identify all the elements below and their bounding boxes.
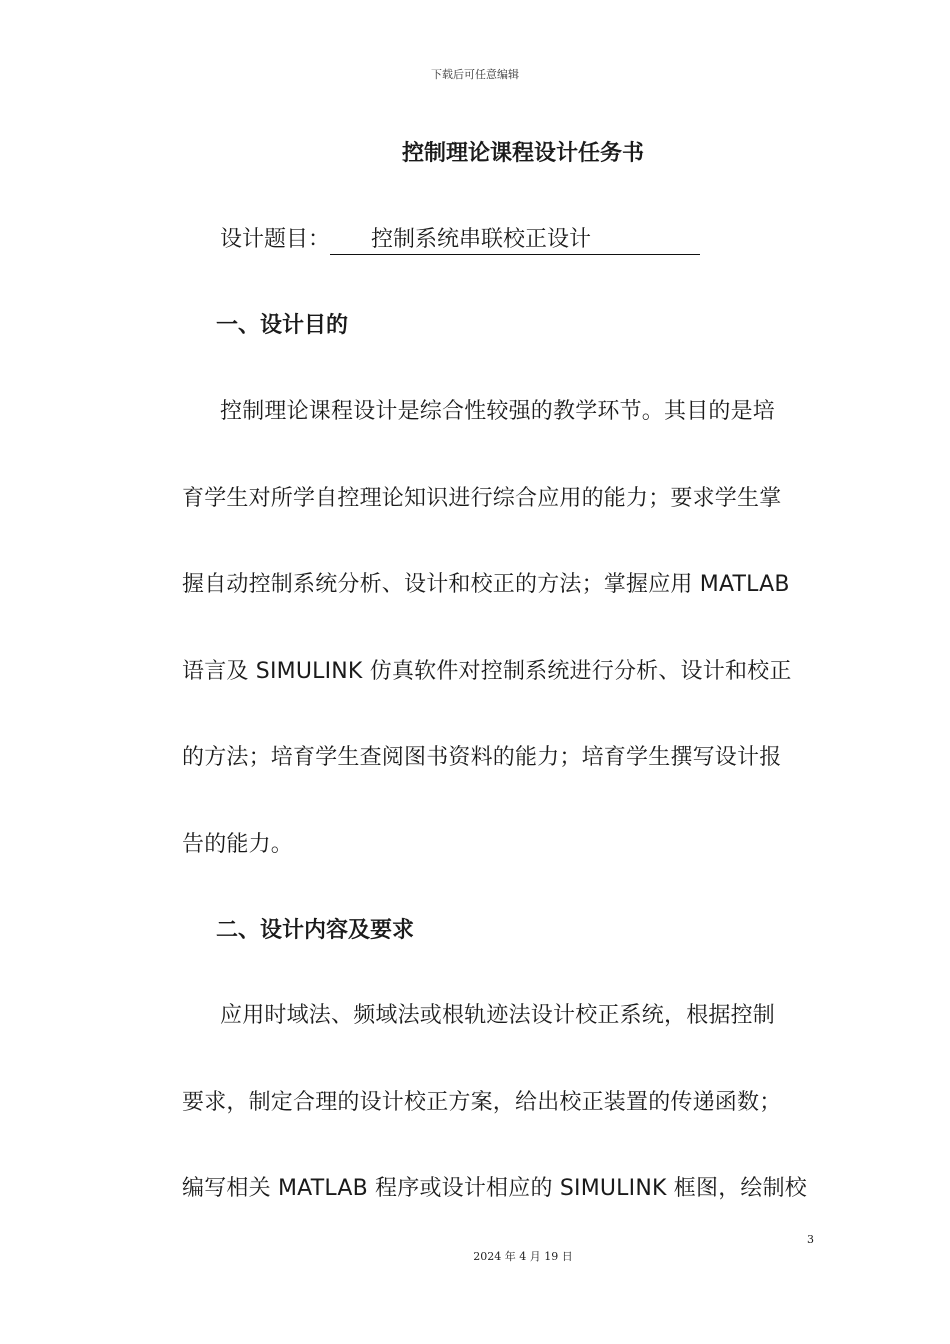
document-title: 控制理论课程设计任务书 [401,141,644,166]
section-1-line: 育学生对所学自控理论知识进行综合应用的能力；要求学生掌 [182,486,782,511]
section-2-line: 编写相关 MATLAB 程序或设计相应的 SIMULINK 框图，绘制校 [182,1176,808,1201]
page-header: 下载后可任意编辑 [431,68,519,81]
section-2-heading: 二、设计内容及要求 [216,918,415,943]
section-1-line: 语言及 SIMULINK 仿真软件对控制系统进行分析、设计和校正 [182,659,792,684]
section-1-line: 告的能力。 [182,832,294,857]
section-1-line: 握自动控制系统分析、设计和校正的方法；掌握应用 MATLAB [182,572,790,597]
design-topic-value: 控制系统串联校正设计 [330,226,700,255]
section-1-heading: 一、设计目的 [216,313,349,338]
page-number: 3 [807,1233,814,1246]
design-topic-label: 设计题目： [220,227,331,252]
page-footer-date: 2024 年 4 月 19 日 [473,1250,573,1263]
section-1-line: 控制理论课程设计是综合性较强的教学环节。其目的是培 [220,399,776,424]
section-2-line: 要求，制定合理的设计校正方案，给出校正装置的传递函数； [182,1090,782,1115]
design-topic [220,222,700,255]
section-1-line: 的方法；培育学生查阅图书资料的能力；培育学生撰写设计报 [182,745,782,770]
section-2-line: 应用时域法、频域法或根轨迹法设计校正系统，根据控制 [220,1003,776,1028]
